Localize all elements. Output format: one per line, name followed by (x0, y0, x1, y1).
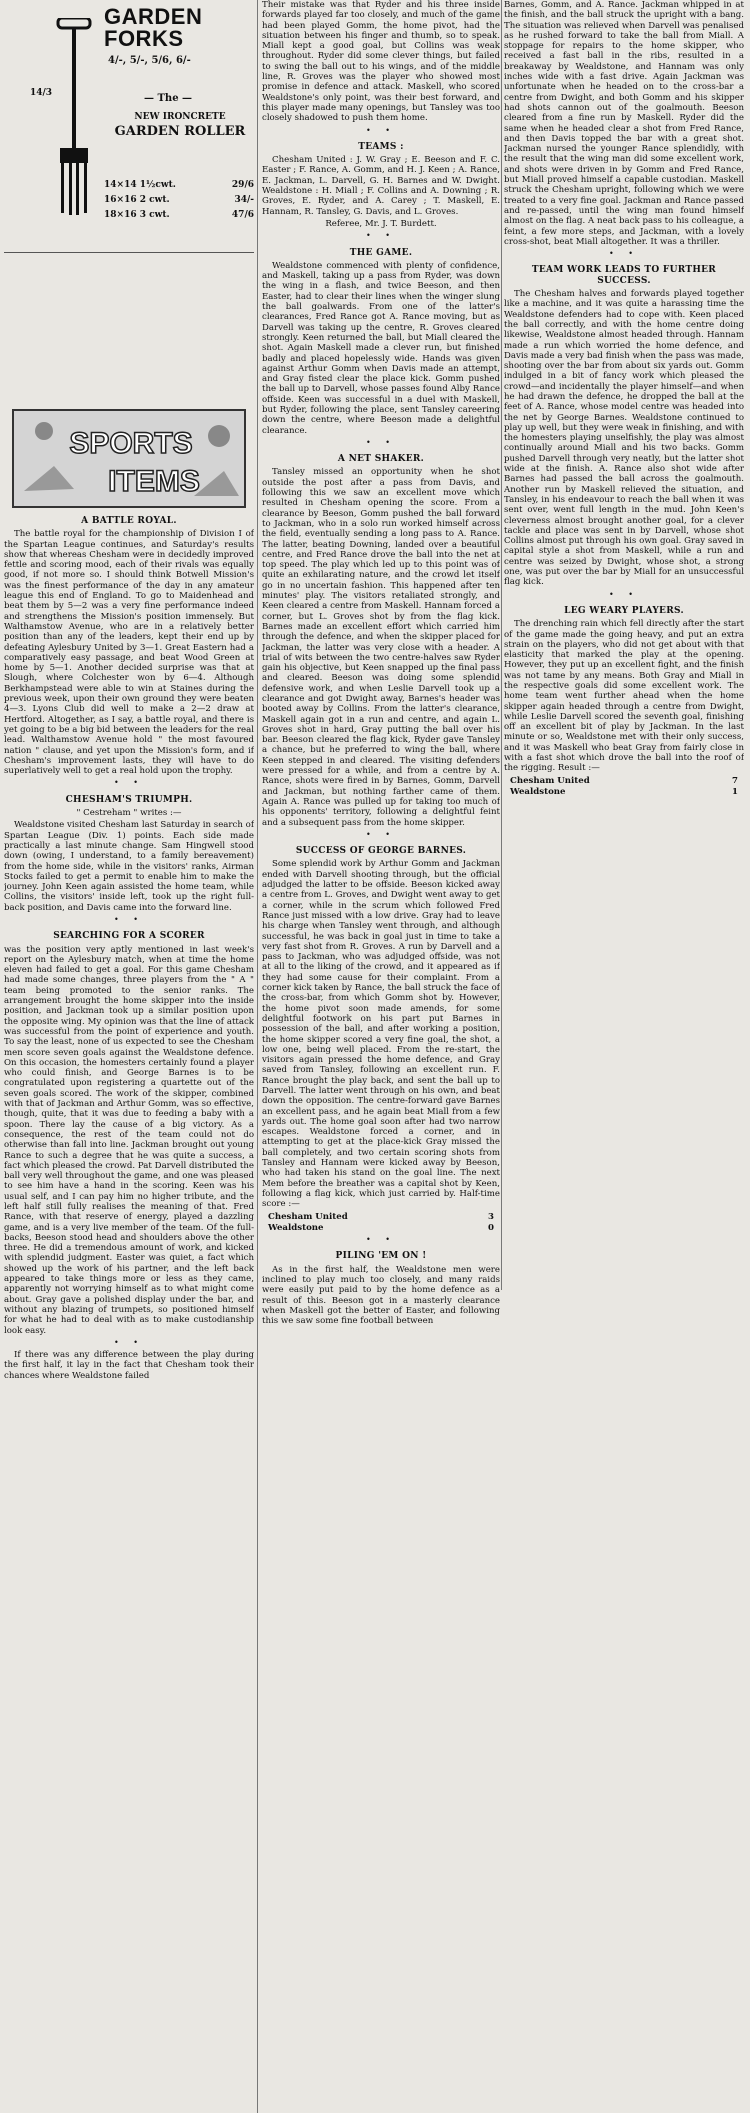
article-paragraph: was the position very aptly mentioned in last week's report on the Aylesbury match, when at time the home eleven had failed to get a goal. For this game Chesham had made some changes, three players from the " A " team being promoted to the senior ranks. The arrangement brought the home skipper into the inside position, and Jackman took up a similar position upon the opposite wing. My opinion was that the line of attack was successful from the point of experience and youth. To say the least, none of us expected to see the Chesham men score seven goals against the Wealdstone defence. On this occasion, the homesters certainly found a player who could finish, and George Barnes is to be congratulated upon registering a quartette out of the seven goals scored. The work of the skipper, combined with that of Jackman and Arthur Gomm, was so effective, though, quite, that it was due to feeding a baby with a spoon. There lay the cause of a big victory. As a consequence, the rest of the team could not do otherwise than fall into line. Jackman brought out young Rance to such a degree that he was quite a success, a fact which pleased the crowd. Pat Darvell distributed the ball very well throughout the game, and one was pleased to see him have a hand in the scoring. Keen was his usual self, and I can pay him no higher tribute, and the left half still fully realises the meaning of that. Fred Rance, with that reserve of energy, played a dazzling game, and is a very live member of the team. Of the full-backs, Beeson stood head and shoulders above the other three. He did a tremendous amount of work, and kicked with splendid judgment. Easter was quiet, a fact which showed up the work of his partner, and the left back appeared to take things more or less as they came, apparently not worrying himself as to what might come about. Gray gave a polished display under the bar, and without any blazing of trumpets, so positioned himself for what he had to deal with as to make custodianship look easy. (4, 944, 254, 1336)
advert-new-label: NEW IRONCRETE (134, 112, 226, 122)
article-paragraph: Wealdstone visited Chesham last Saturday in search of Spartan League (Div. 1) points. Each side made practically a last minute change. Sam Hingwell stood down (owing, I understand, to a family bereavement) from the home side, while in the visitors' ranks, Airman Stocks failed to get a permit to enable him to make the journey. John Keen again assisted the home team, while Collins, the visitors' inside left, took up the right full-back position, and Davis came into the forward line. (4, 820, 254, 913)
advert-the: — The — (144, 93, 193, 104)
svg-text:SPORTS: SPORTS (69, 427, 193, 460)
article-paragraph: Wealdstone commenced with plenty of confidence, and Maskell, taking up a pass from Ryder, was down the wing in a flash, and twice Beeson, and then Easter, had to clear their lines when the winger slung the ball goalwards. From one of the latter's clearances, Fred Rance got A. Rance moving, but as Darvell was taking up the centre, R. Groves cleared strongly. Keen returned the ball, but Miall cleared the shot. Again Maskell made a clever run, but finished badly and placed hopelessly wide. Hands was given against Arthur Gomm when Davis made an attempt, and Gray fisted clear the place kick. Gomm pushed the ball up to Darvell, whose passes found Alby Rance offside. Keen was successful in a duel with Maskell, but Ryder, following the place, sent Tansley careering down the centre, where Beeson made a delightful clearance. (262, 260, 500, 436)
teams-list: Chesham United : J. W. Gray ; E. Beeson and F. C. Easter ; F. Rance, A. Gomm, and H. J. Keen ; A. Rance, E. Jackman, L. Darvell, G. H. Barnes and W. Dwight. Wealdstone : H. Miall ; F. Collins and A. Downing ; R. Groves, E. Ryder, and A. Carey ; T. Maskell, E. Hannam, R. Tansley, G. Davis, and L. Groves. (262, 155, 500, 217)
garden-forks-advert (4, 0, 254, 253)
separator: • • (366, 125, 396, 135)
advert-prices: 4/-, 5/-, 5/6, 6/- (108, 55, 191, 66)
article-paragraph: Tansley missed an opportunity when he shot outside the post after a pass from Davis, and following this we saw an excellent move which resulted in Chesham opening the score. From a clearance by Beeson, Gomm pushed the ball forward to Jackman, who in a solo run worked himself across the field, eventually sending a long pass to A. Rance. The latter, beating Downing, landed over a beautiful centre, and Fred Rance drove the ball into the net at top speed. The play which led up to this point was of quite an exhilarating nature, and the crowd let itself go in no uncertain fashion. This happened after ten minutes' play. The visitors retaliated strongly, and Keen cleared a centre from Maskell. Hannam forced a corner, but L. Groves shot by from the flag kick. Barnes made an excellent effort which carried him through the defence, and when the skipper placed for Jackman, the latter was very close with a header. A trial of wits between the two centre-halves saw Ryder gain his objective, but Keen snapped up the final pass and cleared. Beeson was doing some splendid defensive work, and when Leslie Darvell took up a clearance and got Dwight away, Barnes's header was booted away by Collins. From the latter's clearance, Maskell again got in a run and centre, and again L. Groves shot in hard, Gray putting the ball over his bar. Beeson cleared the flag kick, Ryder gave Tansley a chance, but he preferred to wing the ball, where Keen stepped in and cleared. The visiting defenders were pressed for a while, and from a centre by A. Rance, shots were fired in by Barnes, Gomm, Darvell and Jackman, but nothing farther came of them. Again A. Rance was pulled up for taking too much of his opponents' territory, following a delightful feint and a subsequent pass from the home skipper. (262, 467, 500, 828)
score-row: Chesham United 7 (510, 775, 738, 786)
separator: • • (114, 778, 144, 788)
headline: SUCCESS OF GEORGE BARNES. (295, 846, 467, 857)
article-paragraph: Their mistake was that Ryder and his three inside forwards played far too closely, and much of the game had been played Gomm, the home pivot, had the situation between his finger and thumb, so to speak. Miall kept a good goal, but Collins was weak throughout. Ryder did some clever things, but failed to swing the ball out to his wings, and of the middle line, R. Groves was the player who showed most promise in defence and attack. Maskell, who scored Wealdstone's only point, was their best forward, and this player made many openings, but Tansley was too closely shadowed to push them home. (262, 0, 500, 124)
article-paragraph: Some splendid work by Arthur Gomm and Jackman ended with Darvell shooting through, but the official adjudged the latter to be offside. Beeson kicked away a centre from L. Groves, and Dwight went away to get a corner, while in the scrum which followed Fred Rance just missed with a low drive. Gray had to leave his charge when Tansley went through, and although successful, he was back in goal just in time to take a very fast shot from R. Groves. A run by Darvell and a pass to Jackman, who was adjudged offside, was not at all to the liking of the crowd, and it appeared as if they had some cause for their complaint. From a corner kick taken by Rance, the ball struck the face of the cross-bar, from which Gomm shot by. However, the home pivot soon made amends, for some delightful footwork on his part put Barnes in possession of the ball, and after working a position, the home skipper scored a very fine goal, the shot, a low one, being well placed. From the re-start, the visitors again pressed the home defence, and Gray saved from Tansley, following an excellent run. F. Rance brought the play back, and sent the ball up to Darvell. The latter went through on his own, and beat down the opposition. The centre-forward gave Barnes an excellent pass, and he again beat Miall from a few yards out. The home goal soon after had two narrow escapes. Wealdstone forced a corner, and in attempting to get at the place-kick Gray missed the ball completely, and two certain scoring shots from Tansley and Hannam were kicked away by Beeson, who had taken his stand on the goal line. The next Mem before the breather was a capital shot by Keen, following a flag kick, which just carried by. Half-time score :— (262, 859, 500, 1210)
headline: A BATTLE ROYAL. (81, 516, 177, 526)
advert-product (110, 110, 250, 140)
column-3 (504, 0, 744, 1290)
headline: SEARCHING FOR A SCORER (53, 931, 205, 942)
headline: THE GAME. (349, 247, 413, 258)
score-row: Wealdstone 1 (510, 786, 738, 797)
price-row: 16×16 2 cwt. 34/- (104, 195, 254, 205)
price-row: 18×16 3 cwt. 47/6 (104, 210, 254, 220)
article-paragraph: The drenching rain which fell directly after the start of the game made the going heavy, and put an extra strain on the players, who did not get about with that elasticity that marked the play at the opening. However, they put up an excellent fight, and the finish was not tame by any means. Both Gray and Miall in the respective goals did some excellent work. The home team went further ahead when the home skipper again headed through a centre from Dwight, while Leslie Darvell scored the seventh goal, finishing off an excellent bit of play by Jackman. In the last minute or so, Wealdstone met with their only success, and it was Maskell who beat Gray from fairly close in with a fast shot which drove the ball into the roof of the rigging. Result :— (504, 619, 744, 774)
advert-title (104, 6, 202, 50)
sports-items-logo (12, 409, 246, 508)
byline: " Cestreham " writes :— (76, 808, 182, 819)
svg-text:ITEMS: ITEMS (108, 465, 200, 498)
article-paragraph: As in the first half, the Wealdstone men were inclined to play much too closely, and many raids were easily put paid to by the home defence as a result of this. Beeson got in a masterly clearance when Maskell got the better of Easter, and following this we saw some fine football between (262, 1264, 500, 1327)
advert-title-line-1: GARDEN (104, 4, 203, 29)
score-row: Wealdstone 0 (268, 1222, 494, 1233)
separator: • • (609, 589, 639, 599)
headline: LEG WEARY PLAYERS. (564, 605, 684, 616)
separator: • • (114, 1337, 144, 1347)
column-rule (501, 0, 502, 1290)
advert-product-name: GARDEN ROLLER (114, 124, 246, 139)
column-rule (257, 0, 258, 2113)
price-row: 14×14 1½cwt. 29/6 (104, 180, 254, 190)
column-1 (4, 0, 254, 2113)
separator: • • (366, 231, 396, 241)
headline: TEAM WORK LEADS TO FURTHER SUCCESS. (531, 265, 717, 286)
sports-items-logo-icon (14, 411, 246, 506)
article-paragraph: The Chesham halves and forwards played together like a machine, and it was quite a harassing time the Wealdstone defenders had to cope with. Keen placed the ball correctly, and with the home centre doing likewise, Wealdstone almost headed through. Hannam made a run which worried the home defence, and Davis made a very bad finish when the pass was made, shooting over the bar from about six yards out. Gomm indulged in a bit of fancy work which pleased the crowd—and incidentally the player himself—and when he had drawn the defence, he dropped the ball at the feet of A. Rance, whose model centre was headed into the net by George Barnes. Wealdstone continued to play up well, but they were weak in finishing, and with the homesters playing unselfishly, the play was almost continually around Miall and his two backs. Gomm pushed Darvell through very neatly, but the latter shot wide at the finish. A. Rance also shot wide after Barnes had passed the ball across the goalmouth. Another run by Maskell relieved the situation, and Tansley, in his endeavour to reach the ball when it was sent over, went full length in the mud. John Keen's cleverness almost brought another goal, for a clever tackle and place was sent in by Darvell, whose shot Collins almost put through his own goal. Gray saved in capital style a shot from Maskell, while a run and centre was seized by Dwight, whose shot, a strong one, was put over the bar by Miall for an unsuccessful flag kick. (504, 289, 744, 588)
separator: • • (366, 437, 396, 447)
separator: • • (114, 914, 144, 924)
advert-title-line-2: FORKS (104, 26, 184, 51)
column-2 (262, 0, 500, 2113)
headline: PILING 'EM ON ! (335, 1251, 427, 1262)
article-paragraph: Barnes, Gomm, and A. Rance. Jackman whipped in at the finish, and the ball struck the upright with a bang. The situation was relieved when Darvell was penalised as he rushed forward to take the ball from Miall. A stoppage for repairs to the home skipper, who received a fast ball in the ribs, resulted in a breakaway by Wealdstone, and Hannam was only inches wide with a fast drive. Again Jackman was unfortunate when he headed on to the cross-bar a centre from Dwight, and both Gomm and his skipper had shots cannon out of the goalmouth. Beeson cleared from a fine run by Maskell. Ryder did the same when he headed clear a shot from Fred Rance, and then Davis topped the bar with a great shot. Jackman nursed the younger Rance splendidly, with the result that the wing man did some excellent work, and shots were driven in by Gomm and Fred Rance, but Miall proved himself a capable custodian. Maskell struck the Chesham upright, following which we were treated to a very fine goal. Jackman and Rance passed and re-passed, until the wing man found himself almost on the flag. A neat back pass to his colleague, a feint, a few more steps, and Jackman, with a lovely cross-shot, beat Miall altogether. It was a thriller. (504, 0, 744, 247)
separator: • • (366, 1235, 396, 1245)
article-paragraph: If there was any difference between the play during the first half, it lay in the fact that Chesham took their chances where Wealdstone failed (4, 1350, 254, 1381)
headline: TEAMS : (358, 141, 404, 152)
advert-price-list (104, 178, 254, 223)
referee: Referee, Mr. J. T. Burdett. (325, 218, 437, 229)
blank-space (4, 253, 254, 403)
separator: • • (366, 829, 396, 839)
score-row: Chesham United 3 (268, 1211, 494, 1222)
headline: CHESHAM'S TRIUMPH. (65, 794, 193, 805)
article-paragraph: The battle royal for the championship of Division I of the Spartan League continues, and Saturday's results show that whereas Chesham were in decidedly improved fettle and scoring mood, each of their rivals was equally good, if not more so. I should think Botwell Mission's was the finest performance of the day in any amateur league this end of England. To go to Maidenhead and beat them by 5—2 was a very fine performance indeed and strengthens the Mission's position immensely. But Walthamstow Avenue, who are in a relatively better position than any of the leaders, kept their end up by defeating Aylesbury United by 3—1. Great Eastern had a comparatively easy passage, and beat Wood Green at home by 5—1. Another decided surprise was that at Slough, where Colchester won by 6—4. Although Berkhampstead were able to win at Staines during the previous week, upon their own ground they were beaten 4—3. Lyons Club did well to make a 2—2 draw at Hertford. Altogether, as I say, a battle royal, and there is yet going to be a big bid between the leaders for the real lead. Walthamstow Avenue hold " the most favoured nation " clause, and yet upon the Mission's form, and if Chesham's improvement lasts, they will have to do superlatively well to get a real hold upon the trophy. (4, 529, 254, 777)
garden-fork-icon (54, 18, 94, 218)
separator: • • (609, 249, 639, 259)
headline: A NET SHAKER. (337, 454, 425, 465)
fork-price: 14/3 (30, 88, 53, 98)
